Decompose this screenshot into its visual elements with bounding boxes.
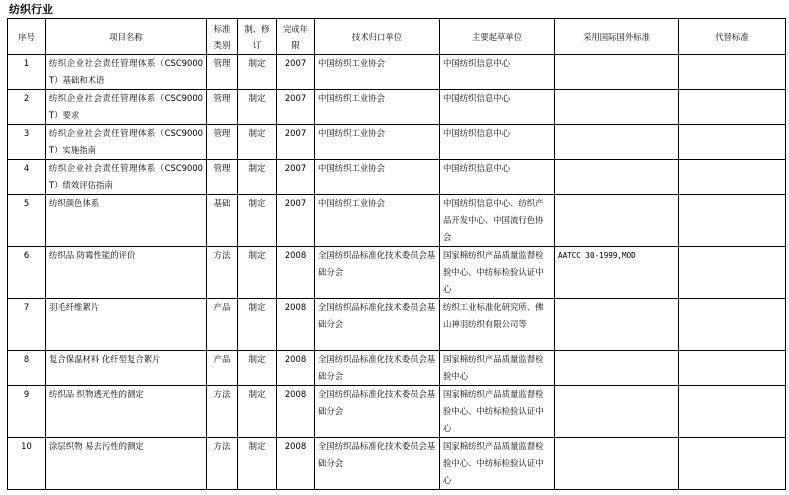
cell-name: 复合保温材料 化纤型复合絮片 [46,351,207,386]
cell-category: 管理 [207,160,238,195]
cell-name: 纺织品 防霉性能的评价 [46,247,207,299]
cell-revision: 制定 [238,299,277,351]
cell-category: 管理 [207,125,238,160]
cell-name: 纺织颜色体系 [46,195,207,247]
header-replace: 代替标准 [679,19,786,55]
table-row [8,299,786,351]
cell-drafter: 国家棉纺织产品质量监督检验中心 [440,351,555,386]
cell-name: 纺织企业社会责任管理体系（CSC9000T）要求 [46,90,207,125]
cell-year: 2007 [277,125,315,160]
cell-replace [679,247,786,299]
cell-revision: 制定 [238,351,277,386]
cell-year: 2008 [277,386,315,438]
cell-category: 产品 [207,299,238,351]
cell-name: 涂层织物 易去污性的测定 [46,438,207,490]
cell-seq: 8 [8,351,46,386]
cell-intl-std [555,438,679,490]
cell-seq: 10 [8,438,46,490]
cell-year: 2007 [277,55,315,90]
cell-intl-std [555,125,679,160]
cell-drafter: 中国纺织信息中心 [440,55,555,90]
cell-seq: 4 [8,160,46,195]
header-seq: 序号 [8,19,46,55]
table-row [8,386,786,438]
header-tech-unit: 技术归口单位 [315,19,440,55]
cell-year: 2008 [277,351,315,386]
cell-tech-unit: 全国纺织品标准化技术委员会基础分会 [315,438,440,490]
cell-year: 2008 [277,438,315,490]
cell-tech-unit: 全国纺织品标准化技术委员会基础分会 [315,299,440,351]
header-category: 标准类别 [207,19,238,55]
header-revision: 制、修订 [238,19,277,55]
cell-revision: 制定 [238,438,277,490]
table-row [8,55,786,90]
cell-drafter: 纺织工业标准化研究所、佛山神羽纺织有限公司等 [440,299,555,351]
cell-replace [679,351,786,386]
cell-replace [679,438,786,490]
cell-intl-std [555,299,679,351]
cell-name: 纺织企业社会责任管理体系（CSC9000T）基础和术语 [46,55,207,90]
cell-name: 纺织品 织物透光性的测定 [46,386,207,438]
cell-intl-std [555,195,679,247]
cell-replace [679,195,786,247]
table-row [8,351,786,386]
cell-replace [679,55,786,90]
cell-intl-std [555,90,679,125]
cell-replace [679,299,786,351]
cell-drafter: 中国纺织信息中心 [440,160,555,195]
header-row [8,19,786,55]
cell-seq: 7 [8,299,46,351]
standards-table [7,18,786,490]
table-row [8,438,786,490]
header-name: 项目名称 [46,19,207,55]
cell-drafter: 中国纺织信息中心、纺织产品开发中心、中国流行色协会 [440,195,555,247]
cell-category: 管理 [207,55,238,90]
cell-year: 2007 [277,195,315,247]
cell-tech-unit: 中国纺织工业协会 [315,90,440,125]
cell-year: 2007 [277,160,315,195]
cell-tech-unit: 中国纺织工业协会 [315,195,440,247]
cell-category: 基础 [207,195,238,247]
table-row [8,247,786,299]
cell-category: 方法 [207,438,238,490]
cell-seq: 5 [8,195,46,247]
cell-replace [679,160,786,195]
cell-revision: 制定 [238,247,277,299]
table-body [8,55,786,490]
cell-drafter: 中国纺织信息中心 [440,125,555,160]
cell-tech-unit: 中国纺织工业协会 [315,55,440,90]
cell-seq: 2 [8,90,46,125]
cell-category: 产品 [207,351,238,386]
cell-drafter: 中国纺织信息中心 [440,90,555,125]
cell-seq: 1 [8,55,46,90]
cell-category: 方法 [207,386,238,438]
cell-year: 2007 [277,90,315,125]
cell-intl-std [555,351,679,386]
cell-name: 纺织企业社会责任管理体系（CSC9000T）实施指南 [46,125,207,160]
cell-year: 2008 [277,247,315,299]
cell-category: 管理 [207,90,238,125]
header-drafter: 主要起草单位 [440,19,555,55]
cell-name: 羽毛纤维絮片 [46,299,207,351]
cell-tech-unit: 中国纺织工业协会 [315,160,440,195]
header-year: 完成年限 [277,19,315,55]
cell-drafter: 国家棉纺织产品质量监督检验中心、中纺标检验认证中心 [440,386,555,438]
table-row [8,160,786,195]
cell-tech-unit: 全国纺织品标准化技术委员会基础分会 [315,351,440,386]
cell-revision: 制定 [238,195,277,247]
cell-revision: 制定 [238,386,277,438]
cell-seq: 9 [8,386,46,438]
cell-drafter: 国家棉纺织产品质量监督检验中心、中纺标检验认证中心 [440,247,555,299]
cell-revision: 制定 [238,160,277,195]
cell-year: 2008 [277,299,315,351]
cell-tech-unit: 中国纺织工业协会 [315,125,440,160]
table-row [8,125,786,160]
cell-category: 方法 [207,247,238,299]
cell-intl-std [555,55,679,90]
cell-revision: 制定 [238,125,277,160]
cell-intl-std: AATCC 30-1999,MOD [555,247,679,299]
cell-name: 纺织企业社会责任管理体系（CSC9000T）绩效评估指南 [46,160,207,195]
cell-replace [679,90,786,125]
cell-replace [679,125,786,160]
cell-seq: 6 [8,247,46,299]
cell-tech-unit: 全国纺织品标准化技术委员会基础分会 [315,247,440,299]
cell-intl-std [555,386,679,438]
cell-drafter: 国家棉纺织产品质量监督检验中心、中纺标检验认证中心 [440,438,555,490]
table-row [8,195,786,247]
cell-tech-unit: 全国纺织品标准化技术委员会基础分会 [315,386,440,438]
sheet-title: 纺织行业 [9,3,53,16]
table-row [8,90,786,125]
cell-seq: 3 [8,125,46,160]
header-intl-std: 采用国际国外标准 [555,19,679,55]
cell-revision: 制定 [238,55,277,90]
cell-intl-std [555,160,679,195]
cell-replace [679,386,786,438]
cell-revision: 制定 [238,90,277,125]
